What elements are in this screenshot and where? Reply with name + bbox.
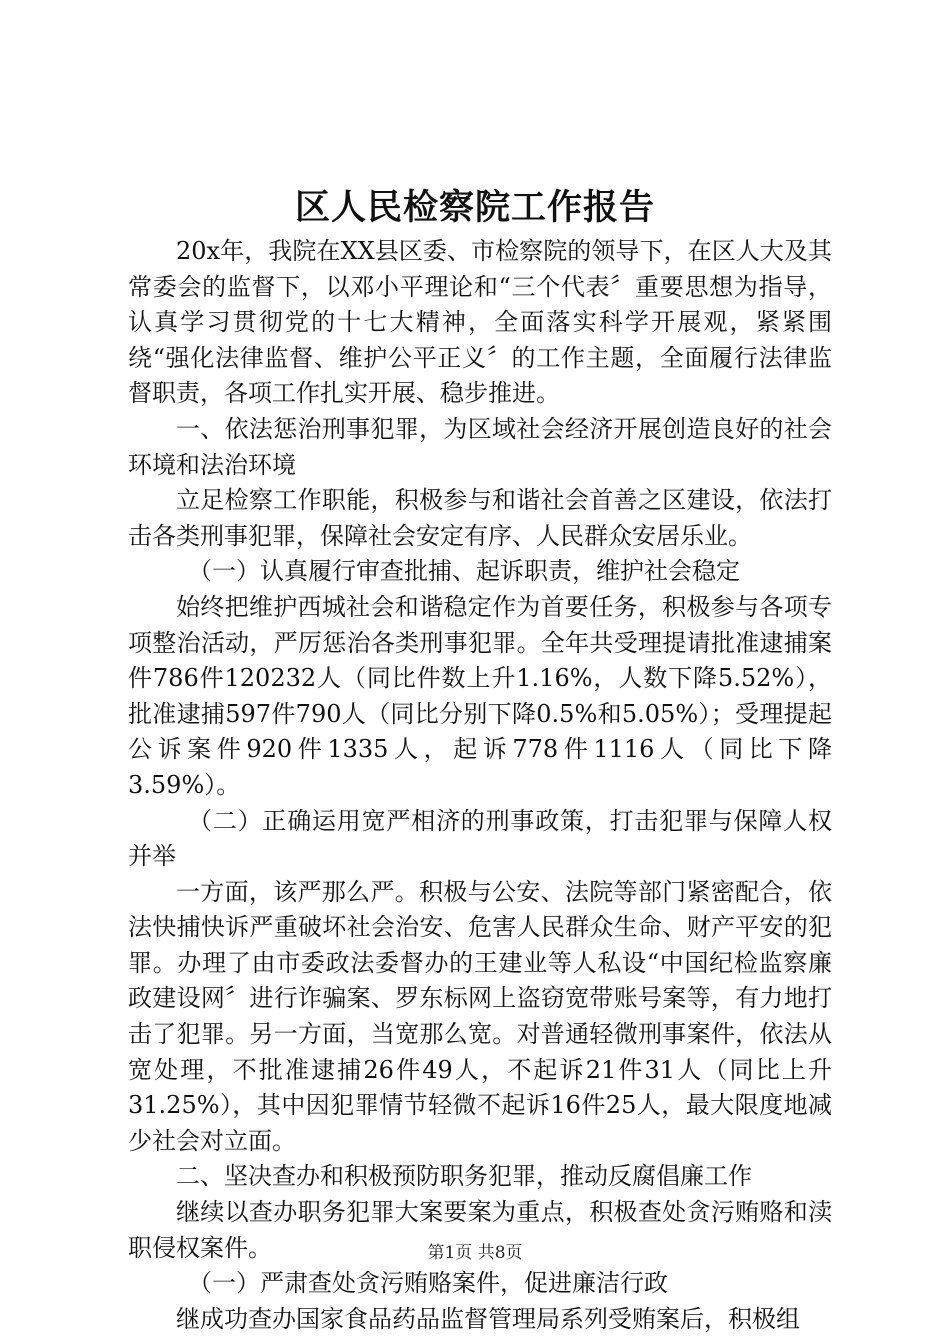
subsection-2-1-paragraph: 继成功查办国家食品药品监督管理局系列受贿案后，积极组 <box>176 1304 800 1333</box>
document-title: 区人民检察院工作报告 <box>294 187 655 228</box>
subsection-heading-1-2: （二）正确运用宽严相济的刑事政策，打击犯罪与保障人权并举 <box>128 806 832 871</box>
subsection-heading-2-1: （一）严肃查处贪污贿赂案件，促进廉洁行政 <box>188 1269 668 1298</box>
subsection-heading-1-1: （一）认真履行审查批捕、起诉职责，维护社会稳定 <box>188 557 740 586</box>
subsection-1-1-paragraph: 始终把维护西城社会和谐稳定作为首要任务，积极参与各项专项整治活动，严厉惩治各类刑事犯罪。全年共受理提请批准逮捕案件786件120232人（同比件数上升1.16%，人数下降5.52%），批准逮捕597件790人（同比分别下降0.5%和5.05%）；受理提起公诉案件920件1335人，起诉778件1116人（同比下降3.59%）。 <box>128 592 832 799</box>
section-1-paragraph: 立足检察工作职能，积极参与和谐社会首善之区建设，依法打击各类刑事犯罪，保障社会安定有序、人民群众安居乐业。 <box>128 486 832 550</box>
intro-paragraph: 20x年，我院在XX县区委、市检察院的领导下，在区人大及其常委会的监督下，以邓小平理论和“三个代表〞重要思想为指导，认真学习贯彻党的十七大精神，全面落实科学开展观，紧紧围绕“强化法律监督、维护公平正义〞的工作主题，全面履行法律监督职责，各项工作扎实开展、稳步推进。 <box>128 237 832 408</box>
section-heading-2: 二、坚决查办和积极预防职务犯罪，推动反腐倡廉工作 <box>176 1162 752 1191</box>
subsection-1-2-paragraph: 一方面，该严那么严。积极与公安、法院等部门紧密配合，依法快捕快诉严重破坏社会治安、危害人民群众生命、财产平安的犯罪。办理了由市委政法委督办的王建业等人私设“中国纪检监察廉政建设网〞进行诈骗案、罗东标网上盗窃宽带账号案等，有力地打击了犯罪。另一方面，当宽那么宽。对普通轻微刑事案件，依法从宽处理，不批准逮捕26件49人，不起诉21件31人（同比上升31.25%），其中因犯罪情节轻微不起诉16件25人，最大限度地减少社会对立面。 <box>128 877 832 1155</box>
section-2-paragraph: 继续以查办职务犯罪大案要案为重点，积极查处贪污贿赂和渎职侵权案件。 <box>128 1198 832 1262</box>
section-heading-1: 一、依法惩治刑事犯罪，为区域社会经济开展创造良好的社会环境和法治环境 <box>128 414 832 479</box>
document-body <box>128 234 832 1337</box>
page-number-footer: 第1页 共8页 <box>427 1243 523 1263</box>
